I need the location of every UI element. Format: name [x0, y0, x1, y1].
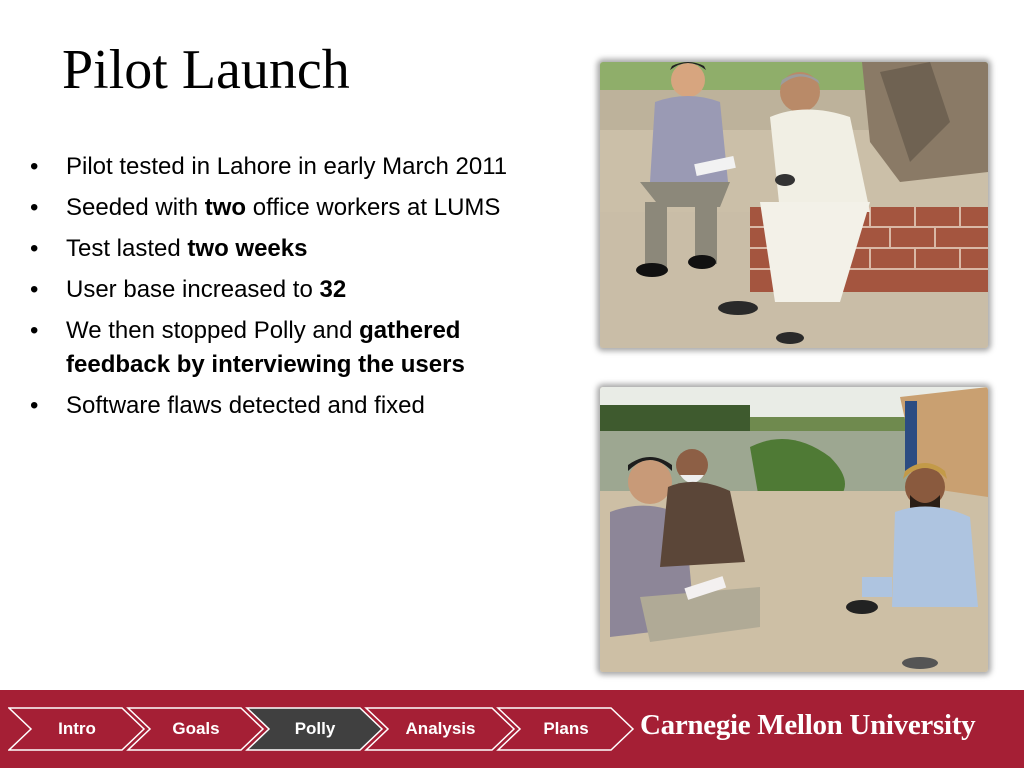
footer-bar	[0, 690, 1024, 768]
nav-item-goals[interactable]: Goals	[172, 719, 220, 738]
bullet-text: Pilot tested in Lahore in early March 2011	[66, 153, 508, 180]
bullet-text: office workers at LUMS	[246, 194, 501, 221]
bullet-emphasis: two weeks	[187, 235, 308, 262]
section-navigation	[8, 707, 638, 751]
cmu-logo-text: Carnegie Mellon University	[640, 709, 976, 741]
photo-two-men-image	[600, 62, 988, 348]
nav-item-intro[interactable]: Intro	[58, 719, 96, 738]
bullet-item	[24, 232, 544, 266]
bullet-item	[24, 150, 544, 184]
slide-title: Pilot Launch	[62, 39, 350, 101]
photo-two-men-on-brick-wall	[600, 62, 988, 348]
bullet-marker: •	[30, 235, 39, 262]
bullet-emphasis: 32	[319, 276, 347, 303]
photo-interview-by-pond	[600, 387, 988, 672]
bullet-text: We then stopped Polly and	[66, 317, 360, 344]
bullet-marker: •	[30, 153, 39, 180]
bullet-item	[24, 314, 544, 382]
bullet-marker: •	[30, 276, 39, 303]
bullet-item	[24, 389, 544, 423]
photo-interview-image	[600, 387, 988, 672]
bullet-emphasis: two	[204, 194, 247, 221]
bullet-marker: •	[30, 392, 39, 419]
bullet-text: Test lasted	[66, 235, 188, 262]
bullet-item	[24, 191, 544, 225]
bullet-emphasis: gathered feedback by interviewing the users	[66, 317, 465, 378]
nav-item-polly[interactable]: Polly	[294, 719, 336, 738]
bullet-list	[24, 150, 544, 430]
bullet-marker: •	[30, 317, 39, 344]
bullet-text: Seeded with	[66, 194, 205, 221]
bullet-text: Software flaws detected and fixed	[66, 392, 425, 419]
bullet-text: User base increased to	[66, 276, 320, 303]
nav-item-plans[interactable]: Plans	[543, 719, 589, 738]
bullet-marker: •	[30, 194, 39, 221]
bullet-item	[24, 273, 544, 307]
nav-item-analysis[interactable]: Analysis	[405, 719, 476, 738]
